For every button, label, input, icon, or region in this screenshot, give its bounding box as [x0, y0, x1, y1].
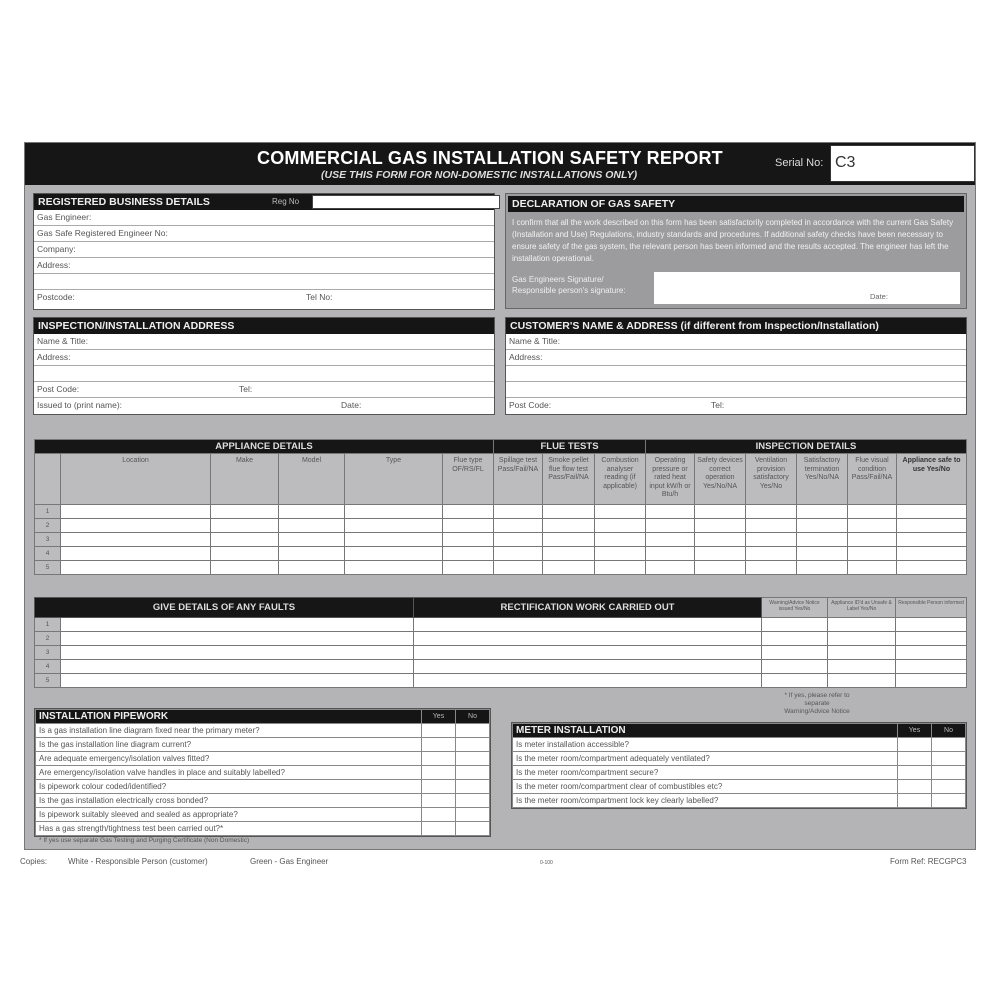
column-header-row — [35, 454, 967, 505]
cell[interactable] — [695, 533, 746, 547]
declaration-text: I confirm that all the work described on this form has been satisfactorily completed in accordance with the current Gas Safety (Installation and Use) Regulations, industry standards and procedures. If additional safety checks have been necessary to ensure safety of the gas system, the relevant person has been informed and the results accepted. The engineer has left the installation operational. — [512, 218, 954, 263]
form-ref: Form Ref: RECGPC3 — [890, 857, 967, 866]
table-row — [35, 618, 967, 632]
question: Is the meter room/compartment clear of combustibles etc? — [513, 780, 898, 794]
cell[interactable] — [828, 646, 896, 660]
cell[interactable] — [746, 505, 797, 519]
question: Is pipework colour coded/identified? — [36, 780, 422, 794]
cell[interactable] — [762, 674, 828, 688]
question: Is the gas installation line diagram current? — [36, 738, 422, 752]
yes-checkbox[interactable] — [898, 780, 932, 794]
cell[interactable] — [896, 646, 967, 660]
field-label: Post Code: — [509, 400, 552, 410]
cell[interactable] — [762, 618, 828, 632]
checklist-row — [36, 738, 490, 752]
checklist-row — [36, 822, 490, 836]
fault-cell[interactable] — [61, 674, 414, 688]
gas-safe-number-field[interactable] — [34, 226, 494, 242]
field-label: Postcode: — [37, 292, 75, 302]
declaration-title: DECLARATION OF GAS SAFETY — [508, 196, 964, 212]
cell[interactable] — [762, 646, 828, 660]
date-label: Date: — [870, 292, 888, 301]
cell[interactable] — [279, 561, 345, 575]
cell[interactable] — [896, 618, 967, 632]
field-label: Address: — [37, 260, 71, 270]
cell[interactable] — [595, 505, 646, 519]
checklist-row — [36, 780, 490, 794]
field-label: Name & Title: — [37, 336, 89, 346]
table-row — [35, 505, 967, 519]
field-label: Post Code: — [37, 384, 80, 394]
checklist-row — [36, 808, 490, 822]
postcode-field[interactable] — [34, 290, 494, 306]
yes-checkbox[interactable] — [422, 766, 456, 780]
footnote-line1: * If yes, please refer to separate — [784, 692, 850, 707]
cell[interactable] — [543, 561, 595, 575]
cell[interactable] — [695, 561, 746, 575]
registered-business-panel — [33, 193, 495, 310]
cell[interactable] — [897, 547, 967, 561]
cell[interactable] — [595, 519, 646, 533]
installation-pipework-panel — [34, 708, 491, 837]
cell[interactable] — [746, 519, 797, 533]
row-number: 2 — [35, 632, 61, 646]
row-number: 3 — [35, 533, 61, 547]
cell[interactable] — [543, 533, 595, 547]
cell[interactable] — [848, 561, 897, 575]
question: Is the meter room/compartment lock key clearly labelled? — [513, 794, 898, 808]
cell[interactable] — [646, 533, 695, 547]
col-termination: Satisfactory termination Yes/No/NA — [797, 454, 848, 505]
row-number: 3 — [35, 646, 61, 660]
serial-number-field[interactable]: C3 — [830, 145, 975, 182]
field-label: Gas Safe Registered Engineer No: — [37, 228, 168, 238]
address-line-2-field[interactable] — [34, 366, 494, 382]
cell[interactable] — [345, 561, 443, 575]
col-ventilation: Ventilation provision satisfactory Yes/No — [746, 454, 797, 505]
question: Are emergency/isolation valve handles in place and suitably labelled? — [36, 766, 422, 780]
col-flue-type: Flue type OF/RS/FL — [443, 454, 494, 505]
col-warning-notice: Warning/Advice Notice issued Yes/No — [762, 598, 828, 618]
field-label: Gas Engineer: — [37, 212, 92, 222]
yes-header: Yes — [422, 710, 456, 724]
cell[interactable] — [279, 519, 345, 533]
col-flue-condition: Flue visual condition Pass/Fail/NA — [848, 454, 897, 505]
cell[interactable] — [848, 519, 897, 533]
cell[interactable] — [279, 505, 345, 519]
cell[interactable] — [494, 519, 543, 533]
row-number: 4 — [35, 660, 61, 674]
no-checkbox[interactable] — [456, 808, 490, 822]
cell[interactable] — [443, 519, 494, 533]
field-label: Address: — [509, 352, 543, 362]
fault-cell[interactable] — [61, 618, 414, 632]
checklist-row — [513, 766, 966, 780]
yes-checkbox[interactable] — [898, 738, 932, 752]
registered-business-header — [34, 194, 494, 210]
cell[interactable] — [762, 660, 828, 674]
cell[interactable] — [848, 547, 897, 561]
copies-label: Copies: — [20, 857, 48, 866]
no-checkbox[interactable] — [932, 752, 966, 766]
registered-business-title: REGISTERED BUSINESS DETAILS — [38, 196, 210, 208]
no-checkbox[interactable] — [932, 780, 966, 794]
post-code-field[interactable] — [34, 382, 494, 398]
row-number: 1 — [35, 505, 61, 519]
no-checkbox[interactable] — [456, 738, 490, 752]
fault-cell[interactable] — [61, 646, 414, 660]
address-line-3-field[interactable] — [506, 382, 966, 398]
row-number: 5 — [35, 674, 61, 688]
meter-title: METER INSTALLATION — [513, 724, 898, 738]
post-code-field[interactable] — [506, 398, 966, 414]
pipework-header-row — [36, 710, 490, 724]
col-make: Make — [211, 454, 279, 505]
field-label: Name & Title: — [509, 336, 561, 346]
issued-to-field[interactable] — [34, 398, 494, 414]
form-subtitle: (USE THIS FORM FOR NON-DOMESTIC INSTALLATIONS ONLY) — [321, 169, 638, 181]
address-field[interactable] — [34, 350, 494, 366]
cell[interactable] — [746, 561, 797, 575]
appliance-details-header: APPLIANCE DETAILS — [35, 440, 494, 454]
col-appliance-safe: Appliance safe to use Yes/No — [897, 454, 967, 505]
cell[interactable] — [494, 505, 543, 519]
checklist-row — [513, 794, 966, 808]
reg-no-field[interactable] — [312, 195, 500, 209]
cell[interactable] — [279, 547, 345, 561]
cell[interactable] — [695, 519, 746, 533]
cell[interactable] — [443, 533, 494, 547]
address-field[interactable] — [506, 350, 966, 366]
rectification-header: RECTIFICATION WORK CARRIED OUT — [414, 598, 762, 618]
cell[interactable] — [646, 561, 695, 575]
question: Is the gas installation electrically cross bonded? — [36, 794, 422, 808]
cell[interactable] — [494, 533, 543, 547]
no-header: No — [456, 710, 490, 724]
cell[interactable] — [61, 547, 211, 561]
faults-header-row — [35, 598, 967, 618]
cell[interactable] — [797, 547, 848, 561]
green-copy-label: Green - Gas Engineer — [250, 857, 329, 866]
inspection-details-header: INSPECTION DETAILS — [646, 440, 967, 454]
signature-label — [512, 274, 626, 296]
yes-header: Yes — [898, 724, 932, 738]
cell[interactable] — [848, 505, 897, 519]
checklist-row — [513, 738, 966, 752]
cell[interactable] — [695, 505, 746, 519]
faults-table — [34, 597, 967, 688]
cell[interactable] — [746, 533, 797, 547]
question: Is a gas installation line diagram fixed near the primary meter? — [36, 724, 422, 738]
cell[interactable] — [279, 533, 345, 547]
signature-label-line2: Responsible person's signature: — [512, 286, 626, 295]
question: Is pipework suitably sleeved and sealed as appropriate? — [36, 808, 422, 822]
form-title: COMMERCIAL GAS INSTALLATION SAFETY REPORT — [257, 148, 723, 168]
white-copy-label: White - Responsible Person (customer) — [68, 857, 208, 866]
group-header-row — [35, 440, 967, 454]
checklist-row — [36, 766, 490, 780]
checklist-row — [36, 752, 490, 766]
cell[interactable] — [443, 561, 494, 575]
company-field[interactable] — [34, 242, 494, 258]
table-row — [35, 646, 967, 660]
yes-checkbox[interactable] — [898, 794, 932, 808]
signature-label-line1: Gas Engineers Signature/ — [512, 275, 604, 284]
no-checkbox[interactable] — [456, 794, 490, 808]
row-number: 4 — [35, 547, 61, 561]
cell[interactable] — [61, 533, 211, 547]
row-number-header — [35, 454, 61, 505]
col-combustion-reading: Combustion analyser reading (if applicable) — [595, 454, 646, 505]
yes-checkbox[interactable] — [422, 808, 456, 822]
cell[interactable] — [494, 547, 543, 561]
tel-label: Tel: — [239, 384, 253, 394]
cell[interactable] — [828, 618, 896, 632]
form-sheet — [24, 142, 976, 850]
cell[interactable] — [828, 632, 896, 646]
cell[interactable] — [646, 547, 695, 561]
cell[interactable] — [345, 519, 443, 533]
cell[interactable] — [897, 519, 967, 533]
cell[interactable] — [646, 505, 695, 519]
serial-label: Serial No: — [775, 157, 824, 169]
cell[interactable] — [443, 547, 494, 561]
rectification-cell[interactable] — [414, 660, 762, 674]
declaration-panel — [505, 193, 967, 309]
no-checkbox[interactable] — [456, 822, 490, 836]
cell[interactable] — [595, 561, 646, 575]
col-spillage-test: Spillage test Pass/Fail/NA — [494, 454, 543, 505]
col-location: Location — [61, 454, 211, 505]
cell[interactable] — [494, 561, 543, 575]
question: Is the meter room/compartment secure? — [513, 766, 898, 780]
cell[interactable] — [595, 547, 646, 561]
customer-panel — [505, 317, 967, 415]
meter-installation-panel — [511, 722, 967, 809]
fault-cell[interactable] — [61, 660, 414, 674]
tel-label: Tel: — [711, 400, 725, 410]
checklist-row — [513, 780, 966, 794]
yes-checkbox[interactable] — [422, 738, 456, 752]
yes-checkbox[interactable] — [422, 822, 456, 836]
question: Are adequate emergency/isolation valves fitted? — [36, 752, 422, 766]
cell[interactable] — [896, 674, 967, 688]
col-type: Type — [345, 454, 443, 505]
cell[interactable] — [211, 519, 279, 533]
cell[interactable] — [211, 505, 279, 519]
cell[interactable] — [897, 505, 967, 519]
yes-checkbox[interactable] — [898, 752, 932, 766]
inspection-address-panel — [33, 317, 495, 415]
fault-cell[interactable] — [61, 632, 414, 646]
cell[interactable] — [543, 519, 595, 533]
question: Is the meter room/compartment adequately ventilated? — [513, 752, 898, 766]
yes-checkbox[interactable] — [422, 724, 456, 738]
tel-label: Tel No: — [306, 292, 333, 302]
cell[interactable] — [797, 561, 848, 575]
row-number: 1 — [35, 618, 61, 632]
cell[interactable] — [828, 660, 896, 674]
cell[interactable] — [896, 660, 967, 674]
customer-title: CUSTOMER'S NAME & ADDRESS (if different from Inspection/Installation) — [506, 318, 966, 334]
cell[interactable] — [797, 505, 848, 519]
title-bar — [25, 143, 975, 185]
meter-header-row — [513, 724, 966, 738]
no-checkbox[interactable] — [456, 724, 490, 738]
checklist-row — [513, 752, 966, 766]
field-label: Address: — [37, 352, 71, 362]
no-checkbox[interactable] — [456, 752, 490, 766]
cell[interactable] — [595, 533, 646, 547]
yes-checkbox[interactable] — [422, 780, 456, 794]
cell[interactable] — [646, 519, 695, 533]
no-checkbox[interactable] — [932, 766, 966, 780]
table-row — [35, 561, 967, 575]
rectification-cell[interactable] — [414, 646, 762, 660]
pipework-title: INSTALLATION PIPEWORK — [36, 710, 422, 724]
reg-no-label: Reg No — [272, 197, 300, 206]
name-title-field[interactable] — [34, 334, 494, 350]
inspection-address-title: INSPECTION/INSTALLATION ADDRESS — [34, 318, 494, 334]
yes-checkbox[interactable] — [898, 766, 932, 780]
cell[interactable] — [695, 547, 746, 561]
cell[interactable] — [897, 533, 967, 547]
name-title-field[interactable] — [506, 334, 966, 350]
footnote-line2: Warning/Advice Notice — [784, 708, 850, 715]
cell[interactable] — [61, 505, 211, 519]
cell[interactable] — [543, 547, 595, 561]
yes-checkbox[interactable] — [422, 752, 456, 766]
cell[interactable] — [61, 519, 211, 533]
address-line-2-field[interactable] — [34, 274, 494, 290]
cell[interactable] — [797, 519, 848, 533]
cell[interactable] — [848, 533, 897, 547]
faults-footnote — [777, 692, 857, 716]
no-header: No — [932, 724, 966, 738]
cell[interactable] — [211, 533, 279, 547]
question: Is meter installation accessible? — [513, 738, 898, 752]
rectification-cell[interactable] — [414, 632, 762, 646]
cell[interactable] — [61, 561, 211, 575]
gas-engineer-field[interactable] — [34, 210, 494, 226]
no-checkbox[interactable] — [932, 794, 966, 808]
yes-checkbox[interactable] — [422, 794, 456, 808]
flue-tests-header: FLUE TESTS — [494, 440, 646, 454]
date-label: Date: — [341, 400, 362, 410]
faults-header: GIVE DETAILS OF ANY FAULTS — [35, 598, 414, 618]
cell[interactable] — [345, 533, 443, 547]
cell[interactable] — [828, 674, 896, 688]
question: Has a gas strength/tightness test been carried out?* — [36, 822, 422, 836]
col-smoke-pellet-test: Smoke pellet flue flow test Pass/Fail/NA — [543, 454, 595, 505]
cell[interactable] — [762, 632, 828, 646]
address-field[interactable] — [34, 258, 494, 274]
table-row — [35, 660, 967, 674]
row-number: 5 — [35, 561, 61, 575]
cell[interactable] — [345, 547, 443, 561]
checklist-row — [36, 724, 490, 738]
cell[interactable] — [746, 547, 797, 561]
rectification-cell[interactable] — [414, 674, 762, 688]
cell[interactable] — [896, 632, 967, 646]
no-checkbox[interactable] — [456, 780, 490, 794]
cell[interactable] — [543, 505, 595, 519]
table-row — [35, 547, 967, 561]
cell[interactable] — [211, 561, 279, 575]
pipework-footnote: * If yes use separate Gas Testing and Purging Certificate (Non Domestic) — [39, 837, 250, 844]
col-safety-devices: Safety devices correct operation Yes/No/NA — [695, 454, 746, 505]
table-row — [35, 519, 967, 533]
col-responsible-informed: Responsible Person informed — [896, 598, 967, 618]
cell[interactable] — [797, 533, 848, 547]
table-row — [35, 533, 967, 547]
field-label: Company: — [37, 244, 76, 254]
cell[interactable] — [897, 561, 967, 575]
field-label: Issued to (print name): — [37, 400, 123, 410]
appliance-table — [34, 439, 967, 575]
table-row — [35, 674, 967, 688]
address-line-2-field[interactable] — [506, 366, 966, 382]
cell[interactable] — [211, 547, 279, 561]
rectification-cell[interactable] — [414, 618, 762, 632]
col-model: Model — [279, 454, 345, 505]
cell[interactable] — [443, 505, 494, 519]
signature-field[interactable] — [654, 272, 960, 304]
no-checkbox[interactable] — [456, 766, 490, 780]
table-row — [35, 632, 967, 646]
col-operating-pressure: Operating pressure or rated heat input kW/h or Btu/h — [646, 454, 695, 505]
center-code: 0-100 — [540, 860, 553, 866]
col-unsafe-label: Appliance ID'd as Unsafe & Label Yes/No — [828, 598, 896, 618]
row-number: 2 — [35, 519, 61, 533]
checklist-row — [36, 794, 490, 808]
no-checkbox[interactable] — [932, 738, 966, 752]
cell[interactable] — [345, 505, 443, 519]
